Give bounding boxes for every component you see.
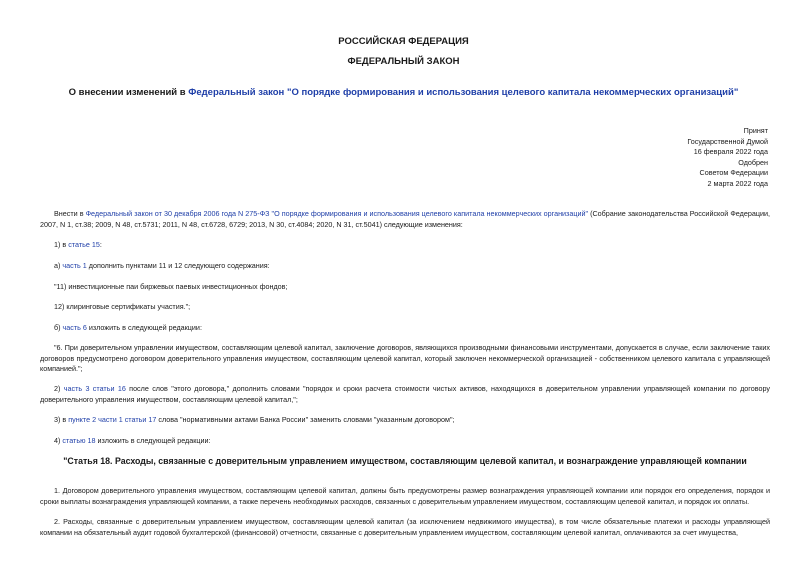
item-4-suffix: изложить в следующей редакции: bbox=[95, 436, 211, 445]
law-title-prefix: О внесении изменений в bbox=[68, 87, 189, 98]
adoption-block bbox=[687, 126, 768, 189]
item-1a-link[interactable]: часть 1 bbox=[62, 261, 87, 270]
item-2 bbox=[40, 384, 770, 405]
paragraph-12: 12) клиринговые сертификаты участия."; bbox=[54, 302, 191, 311]
item-1b bbox=[40, 323, 770, 334]
item-1b-link[interactable]: часть 6 bbox=[62, 323, 87, 332]
item-1a-suffix: дополнить пунктами 11 и 12 следующего содержания: bbox=[86, 261, 270, 270]
item-2-suffix: после слов "этого договора," дополнить словами "порядок и сроки расчета стоимости чистых активов, находящихся в доверительном управлении управляющей компании по договору доверительного управления имуществом, составляющим целевой капитал,"; bbox=[40, 384, 770, 404]
paragraph-part-6: "6. При доверительном управлении имуществом, составляющим целевой капитал, заключение договоров, являющихся производными финансовыми инструментами, допускается в случае, если заключение таких договоров предусмотрено договором доверительного управления имуществом, составляющим целевой капитал, который заключен некоммерческой организацией - собственником целевого капитала с управляющей компанией."; bbox=[40, 343, 770, 373]
adoption-line: Советом Федерации bbox=[699, 168, 768, 177]
item-1a-prefix: а) bbox=[54, 261, 63, 270]
item-1a bbox=[40, 261, 770, 272]
adoption-line: Принят bbox=[743, 126, 768, 135]
item-2-link[interactable]: часть 3 статьи 16 bbox=[63, 384, 126, 393]
article-18-paragraph-2: 2. Расходы, связанные с доверительным управлением имуществом, составляющим целевой капитал (за исключением недвижимого имущества), в том числе обязательные платежи и расходы управляющей компании на обязательный аудит годовой бухгалтерской (финансовой) отчетности, связанные с доверительным управлением имуществом, составляющим целевой капитал, оплачиваются за счет имущества, bbox=[40, 517, 770, 537]
article-18-paragraph-1: 1. Договором доверительного управления имуществом, составляющим целевой капитал, должны быть предусмотрены размер вознаграждения управляющей компании или порядок его определения, порядок и сроки выплаты вознаграждения управляющей компании, а также перечень необходимых расходов, связанных с доверительным управлением имуществом, составляющим целевой капитал, и порядок их оплаты. bbox=[40, 486, 770, 506]
item-1-suffix: : bbox=[99, 240, 102, 249]
item-1-prefix: 1) в bbox=[54, 240, 69, 249]
item-3 bbox=[40, 415, 770, 426]
intro-prefix: Внести в bbox=[54, 209, 86, 218]
item-2-prefix: 2) bbox=[54, 384, 64, 393]
law-title bbox=[0, 87, 807, 98]
law-title-link[interactable]: Федеральный закон "О порядке формирования и использования целевого капитала некоммерческих организаций" bbox=[188, 87, 739, 98]
adoption-line: Одобрен bbox=[738, 157, 768, 167]
item-4 bbox=[40, 436, 770, 447]
header-law-type: ФЕДЕРАЛЬНЫЙ ЗАКОН bbox=[347, 56, 460, 67]
header-federation: РОССИЙСКАЯ ФЕДЕРАЦИЯ bbox=[338, 36, 469, 47]
adoption-line: 16 февраля 2022 года bbox=[693, 147, 768, 156]
article-18-heading: "Статья 18. Расходы, связанные с доверительным управлением имуществом, составляющим целевой капитал, и вознаграждение управляющей компании bbox=[63, 456, 747, 466]
intro-suffix: (Собрание законодательства Российской Федерации, 2007, N 1, ст.38; 2009, N 48, ст.5731; 2011, N 48, ст.6728, 6729; 2013, N 30, ст.4084; 2020, N 31, ст.5041) следующие изменения: bbox=[40, 209, 770, 229]
item-3-suffix: слова "нормативными актами Банка России" заменить словами "указанным договором"; bbox=[156, 415, 455, 424]
item-1-link[interactable]: статье 15 bbox=[68, 240, 100, 249]
item-4-prefix: 4) bbox=[54, 436, 63, 445]
intro-paragraph bbox=[40, 209, 770, 230]
paragraph-11: "11) инвестиционные паи биржевых паевых инвестиционных фондов; bbox=[54, 282, 288, 291]
item-3-prefix: 3) в bbox=[54, 415, 69, 424]
adoption-line: 2 марта 2022 года bbox=[707, 178, 768, 188]
intro-law-link[interactable]: Федеральный закон от 30 декабря 2006 года N 275-ФЗ "О порядке формирования и использования целевого капитала некоммерческих организаций" bbox=[85, 209, 589, 218]
item-1 bbox=[40, 240, 770, 251]
item-3-link[interactable]: пункте 2 части 1 статьи 17 bbox=[68, 415, 157, 424]
item-1b-prefix: б) bbox=[54, 323, 63, 332]
item-1b-suffix: изложить в следующей редакции: bbox=[86, 323, 202, 332]
adoption-line: Государственной Думой bbox=[687, 136, 768, 146]
item-4-link[interactable]: статью 18 bbox=[62, 436, 96, 445]
